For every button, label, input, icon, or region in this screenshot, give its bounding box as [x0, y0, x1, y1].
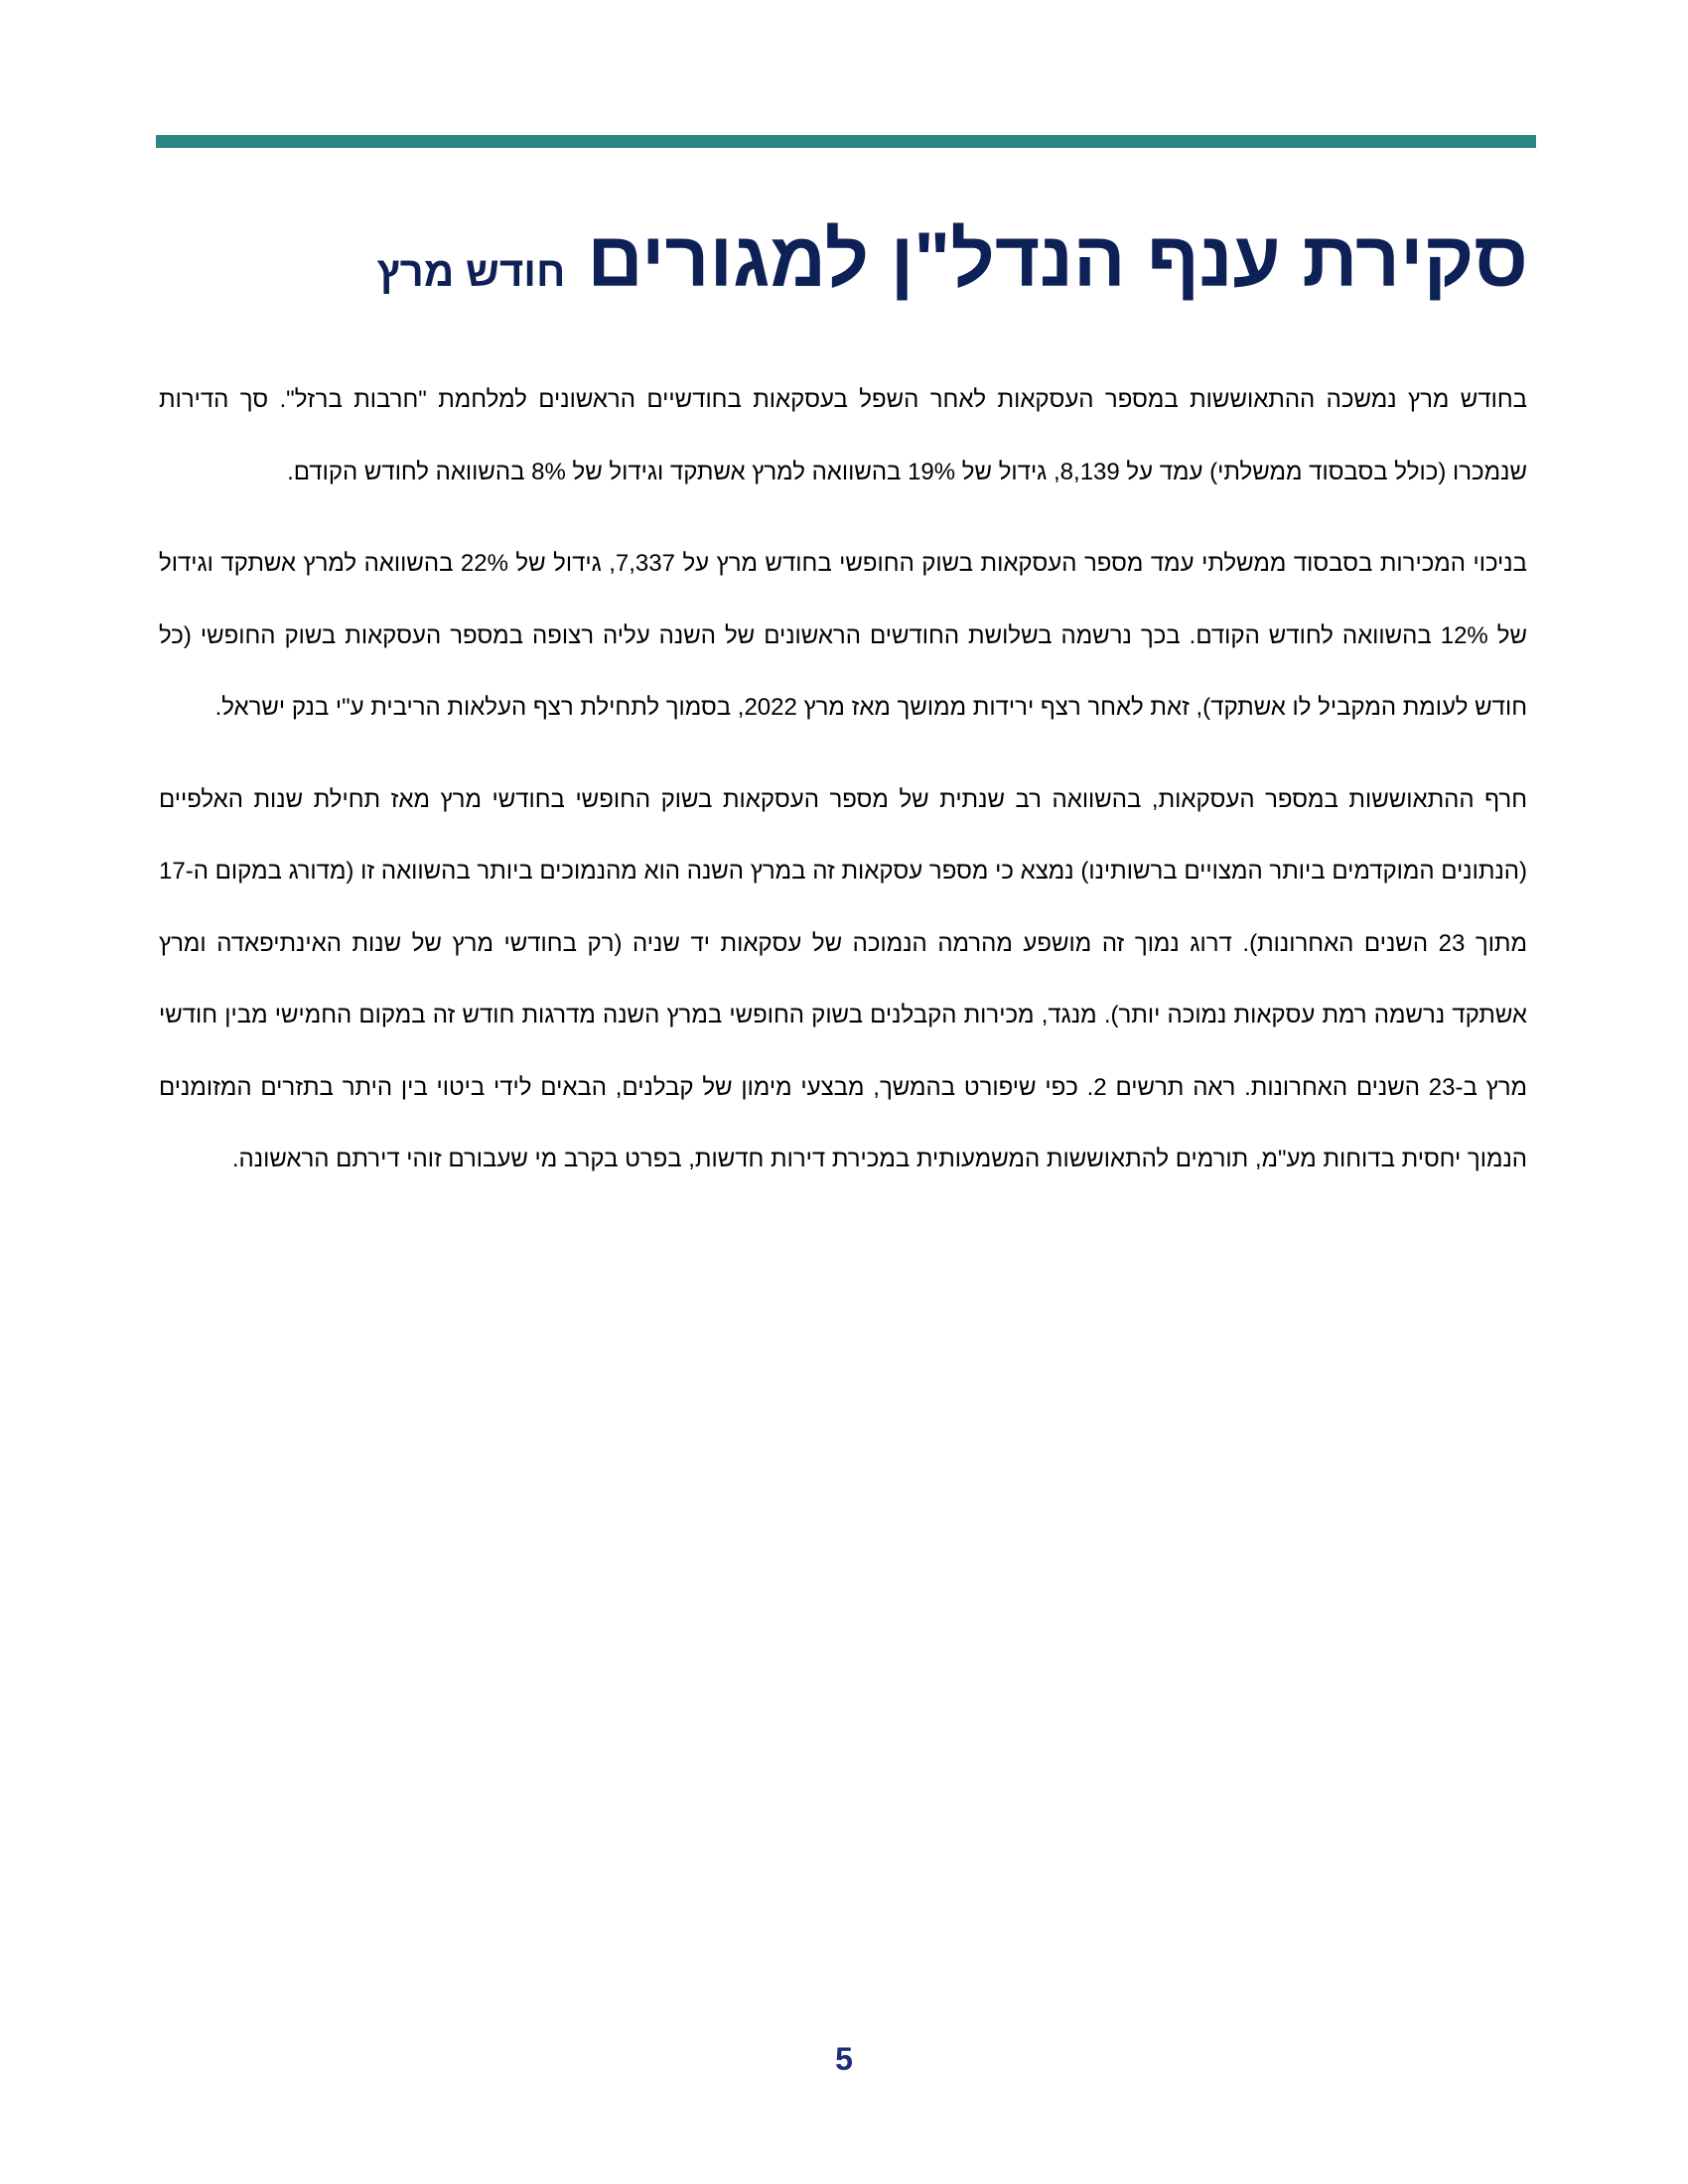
- page-title-subtitle: חודש מרץ: [376, 248, 566, 295]
- header-rule: [156, 135, 1536, 148]
- paragraph-2: בניכוי המכירות בסבסוד ממשלתי עמד מספר העסקאות בשוק החופשי בחודש מרץ על 7,337, גידול של 22% בהשוואה למרץ אשתקד וגידול של 12% בהשוואה לחודש הקודם. בכך נרשמה בשלושת החודשים הראשונים של השנה עליה רצופה במספר העסקאות בשוק החופשי (כל חודש לעומת המקביל לו אשתקד), זאת לאחר רצף ירידות ממושך מאז מרץ 2022, בסמוך לתחילת רצף העלאות הריבית ע"י בנק ישראל.: [159, 550, 1528, 721]
- page-title: [156, 215, 1528, 303]
- page-title-main: סקירת ענף הנדל"ן למגורים: [587, 215, 1528, 303]
- body-text: [159, 364, 1527, 1196]
- page-number: 5: [835, 2041, 853, 2077]
- paragraph-3: חרף ההתאוששות במספר העסקאות, בהשוואה רב שנתית של מספר העסקאות בשוק החופשי בחודשי מרץ מאז תחילת שנות האלפיים (הנתונים המוקדמים ביותר המצויים ברשותינו) נמצא כי מספר עסקאות זה במרץ השנה הוא מהנמוכים ביותר בהשוואה זו (מדורג במקום ה-17 מתוך 23 השנים האחרונות). דרוג נמוך זה מושפע מהרמה הנמוכה של עסקאות יד שניה (רק בחודשי מרץ של שנות האינתיפאדה ומרץ אשתקד נרשמה רמת עסקאות נמוכה יותר). מנגד, מכירות הקבלנים בשוק החופשי במרץ השנה מדרגות חודש זה במקום החמישי מבין חודשי מרץ ב-23 השנים האחרונות. ראה תרשים 2. כפי שיפורט בהמשך, מבצעי מימון של קבלנים, הבאים לידי ביטוי בין היתר בתזרים המזומנים הנמוך יחסית בדוחות מע"מ, תורמים להתאוששות המשמעותית במכירת דירות חדשות, בפרט בקרב מי שעבורם זוהי דירתם הראשונה.: [159, 785, 1528, 1172]
- paragraph-1: בחודש מרץ נמשכה ההתאוששות במספר העסקאות לאחר השפל בעסקאות בחודשיים הראשונים למלחמת "חרבות ברזל". סך הדירות שנמכרו (כולל בסבסוד ממשלתי) עמד על 8,139, גידול של 19% בהשוואה למרץ אשתקד וגידול של 8% בהשוואה לחודש הקודם.: [159, 386, 1527, 485]
